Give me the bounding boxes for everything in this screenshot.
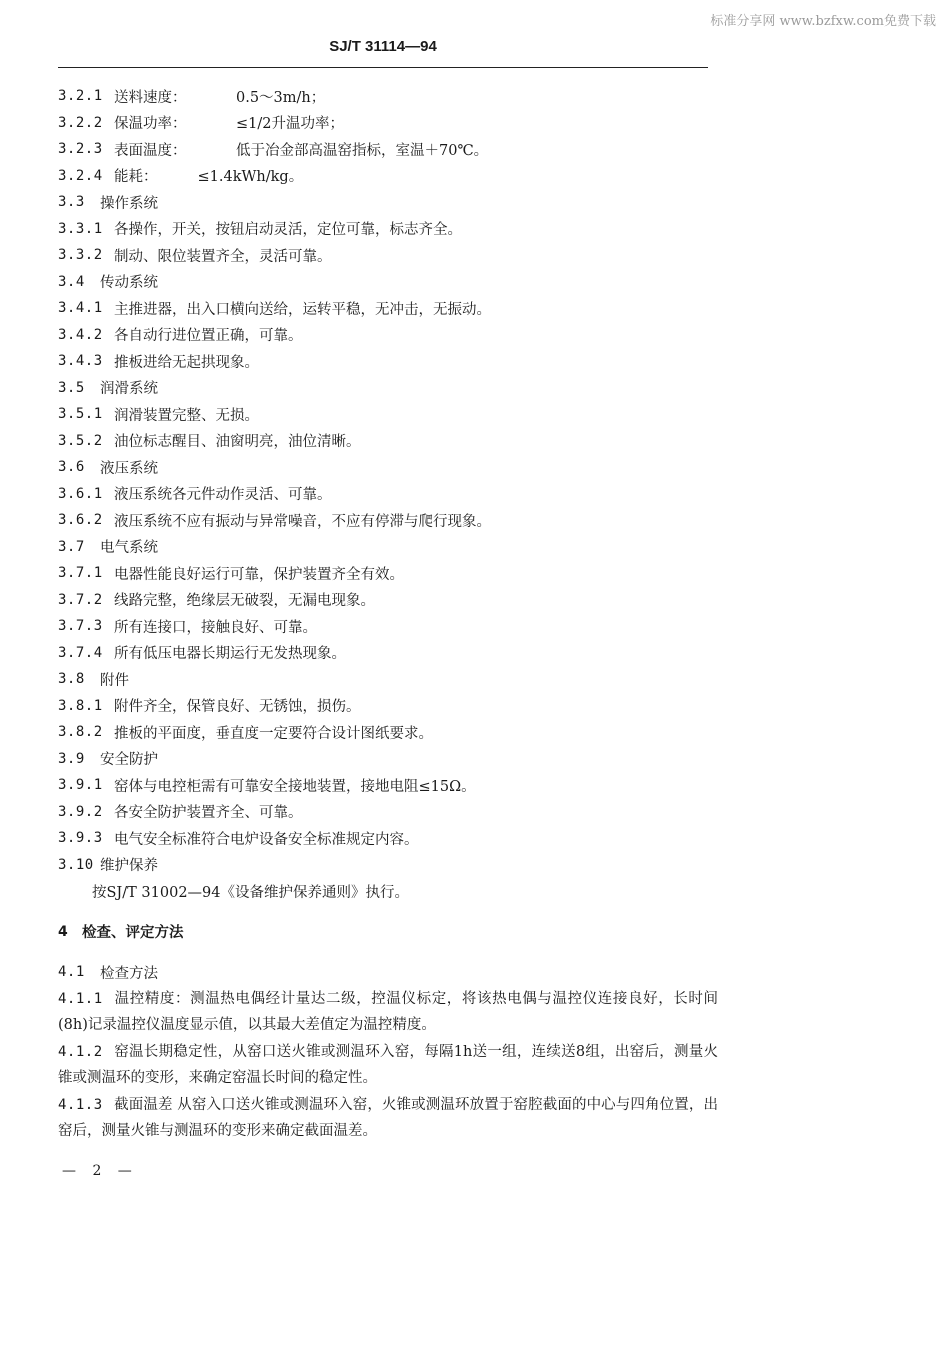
section-item xyxy=(58,693,718,720)
section-number: 4.1 xyxy=(58,964,85,981)
section-text: 主推进器，出入口横向送给，运转平稳，无冲击，无振动。 xyxy=(114,301,491,318)
section-text: 各自动行进位置正确，可靠。 xyxy=(114,328,303,345)
section-list xyxy=(58,189,718,878)
section-number: 3.10 xyxy=(58,856,94,873)
chapter-title: 检查、评定方法 xyxy=(82,925,184,942)
section-text: 润滑系统 xyxy=(100,381,158,398)
chapter-4-heading xyxy=(58,919,718,946)
section-item xyxy=(58,507,718,534)
section-number: 3.9.3 xyxy=(58,830,103,847)
section-number: 3.4.1 xyxy=(58,300,103,317)
spec-line xyxy=(58,110,718,137)
maintenance-note-text: 按SJ/T 31002—94《设备维护保养通则》执行。 xyxy=(92,884,409,901)
paragraph-list xyxy=(58,986,718,1145)
section-text: 液压系统不应有振动与异常噪音，不应有停滞与爬行现象。 xyxy=(114,513,491,530)
section-item xyxy=(58,242,718,269)
section-item xyxy=(58,481,718,508)
spec-line xyxy=(58,83,718,110)
section-text: 推板进给无起拱现象。 xyxy=(114,354,259,371)
document-header: SJ/T 31114—94 xyxy=(329,38,437,55)
section-number: 3.4.2 xyxy=(58,326,103,343)
spec-label: 表面温度： xyxy=(114,142,187,159)
section-item xyxy=(58,322,718,349)
spec-number: 3.2.1 xyxy=(58,88,103,105)
section-text: 油位标志醒目、油窗明亮，油位清晰。 xyxy=(114,434,361,451)
spec-value: ≤1/2升温功率； xyxy=(236,116,344,133)
section-number: 3.8 xyxy=(58,671,85,688)
spec-number: 3.2.3 xyxy=(58,141,103,158)
spec-line xyxy=(58,163,718,190)
section-text: 操作系统 xyxy=(100,195,158,212)
spec-value: 低于冶金部高温窑指标，室温＋70℃。 xyxy=(236,142,489,159)
section-heading xyxy=(58,375,718,402)
section-item xyxy=(58,799,718,826)
section-heading xyxy=(58,534,718,561)
section-item xyxy=(58,587,718,614)
section-item xyxy=(58,560,718,587)
chapter-number: 4 xyxy=(58,923,69,940)
paragraph xyxy=(58,1092,718,1145)
section-text: 所有连接口，接触良好、可靠。 xyxy=(114,619,317,636)
section-text: 安全防护 xyxy=(100,752,158,769)
section-text: 各安全防护装置齐全、可靠。 xyxy=(114,805,303,822)
page-number: — 2 — xyxy=(62,1163,138,1179)
section-heading xyxy=(58,269,718,296)
spec-label: 保温功率： xyxy=(114,116,187,133)
section-number: 3.6.1 xyxy=(58,485,103,502)
section-text: 传动系统 xyxy=(100,275,158,292)
section-item xyxy=(58,640,718,667)
paragraph-text: 截面温差 从窑入口送火锥或测温环入窑，火锥或测温环放置于窑腔截面的中心与四角位置，出窑后，测量火锥与测温环的变形来确定截面温差。 xyxy=(58,1096,718,1139)
section-number: 3.8.2 xyxy=(58,724,103,741)
spec-value: 0.5～3m/h； xyxy=(236,89,326,106)
section-number: 3.4.3 xyxy=(58,353,103,370)
section-text: 电气安全标准符合电炉设备安全标准规定内容。 xyxy=(114,831,419,848)
paragraph xyxy=(58,986,718,1039)
section-number: 3.7.1 xyxy=(58,565,103,582)
section-number: 3.9 xyxy=(58,750,85,767)
section-text: 各操作，开关，按钮启动灵活，定位可靠，标志齐全。 xyxy=(114,222,462,239)
section-number: 3.9.2 xyxy=(58,803,103,820)
section-text: 所有低压电器长期运行无发热现象。 xyxy=(114,646,346,663)
section-text: 附件齐全，保管良好、无锈蚀，损伤。 xyxy=(114,699,361,716)
spec-line xyxy=(58,136,718,163)
spec-label: 能耗： xyxy=(114,169,158,186)
section-text: 线路完整，绝缘层无破裂，无漏电现象。 xyxy=(114,593,375,610)
section-text: 维护保养 xyxy=(100,858,158,875)
section-item xyxy=(58,216,718,243)
section-text: 液压系统 xyxy=(100,460,158,477)
maintenance-note xyxy=(58,878,718,905)
section-number: 3.5 xyxy=(58,379,85,396)
section-text: 润滑装置完整、无损。 xyxy=(114,407,259,424)
section-heading xyxy=(58,454,718,481)
section-number: 3.7 xyxy=(58,538,85,555)
page-content xyxy=(58,83,718,1145)
section-text: 附件 xyxy=(100,672,129,689)
section-number: 3.5.2 xyxy=(58,432,103,449)
section-text: 窑体与电控柜需有可靠安全接地装置，接地电阻≤15Ω。 xyxy=(114,778,476,795)
paragraph-text: 温控精度：测温热电偶经计量达二级，控温仪标定，将该热电偶与温控仪连接良好，长时间(8h)记录温控仪温度显示值，以其最大差值定为温控精度。 xyxy=(58,990,718,1033)
section-heading xyxy=(58,666,718,693)
section-text: 电气系统 xyxy=(100,540,158,557)
section-item xyxy=(58,613,718,640)
section-item xyxy=(58,825,718,852)
section-number: 3.6 xyxy=(58,459,85,476)
header-rule xyxy=(58,67,708,68)
paragraph-text: 窑温长期稳定性，从窑口送火锥或测温环入窑，每隔1h送一组，连续送8组，出窑后，测量火锥或测温环的变形，来确定窑温长时间的稳定性。 xyxy=(58,1043,718,1086)
section-item xyxy=(58,719,718,746)
section-heading xyxy=(58,746,718,773)
section-heading xyxy=(58,852,718,879)
watermark-text: 标准分享网 www.bzfxw.com免费下载 xyxy=(710,14,936,29)
section-title: 检查方法 xyxy=(100,965,158,982)
paragraph xyxy=(58,1039,718,1092)
paragraph-number: 4.1.2 xyxy=(58,1043,103,1060)
section-number: 3.7.2 xyxy=(58,591,103,608)
paragraph-number: 4.1.1 xyxy=(58,990,103,1007)
section-number: 3.4 xyxy=(58,273,85,290)
spec-number: 3.2.4 xyxy=(58,167,103,184)
section-item xyxy=(58,428,718,455)
section-item xyxy=(58,772,718,799)
section-number: 3.3.1 xyxy=(58,220,103,237)
section-number: 3.8.1 xyxy=(58,697,103,714)
section-item xyxy=(58,348,718,375)
section-number: 3.9.1 xyxy=(58,777,103,794)
section-item xyxy=(58,295,718,322)
section-number: 3.7.3 xyxy=(58,618,103,635)
spec-label: 送料速度： xyxy=(114,89,187,106)
paragraph-number: 4.1.3 xyxy=(58,1096,103,1113)
section-4-1-heading xyxy=(58,959,718,986)
section-text: 电器性能良好运行可靠，保护装置齐全有效。 xyxy=(114,566,404,583)
spec-number: 3.2.2 xyxy=(58,114,103,131)
section-item xyxy=(58,401,718,428)
section-text: 推板的平面度，垂直度一定要符合设计图纸要求。 xyxy=(114,725,433,742)
section-number: 3.7.4 xyxy=(58,644,103,661)
section-number: 3.3 xyxy=(58,194,85,211)
spec-value: ≤1.4kWh/kg。 xyxy=(197,169,304,186)
section-number: 3.5.1 xyxy=(58,406,103,423)
section-text: 液压系统各元件动作灵活、可靠。 xyxy=(114,487,332,504)
spec-list xyxy=(58,83,718,189)
section-number: 3.6.2 xyxy=(58,512,103,529)
section-number: 3.3.2 xyxy=(58,247,103,264)
section-heading xyxy=(58,189,718,216)
section-text: 制动、限位装置齐全，灵活可靠。 xyxy=(114,248,332,265)
